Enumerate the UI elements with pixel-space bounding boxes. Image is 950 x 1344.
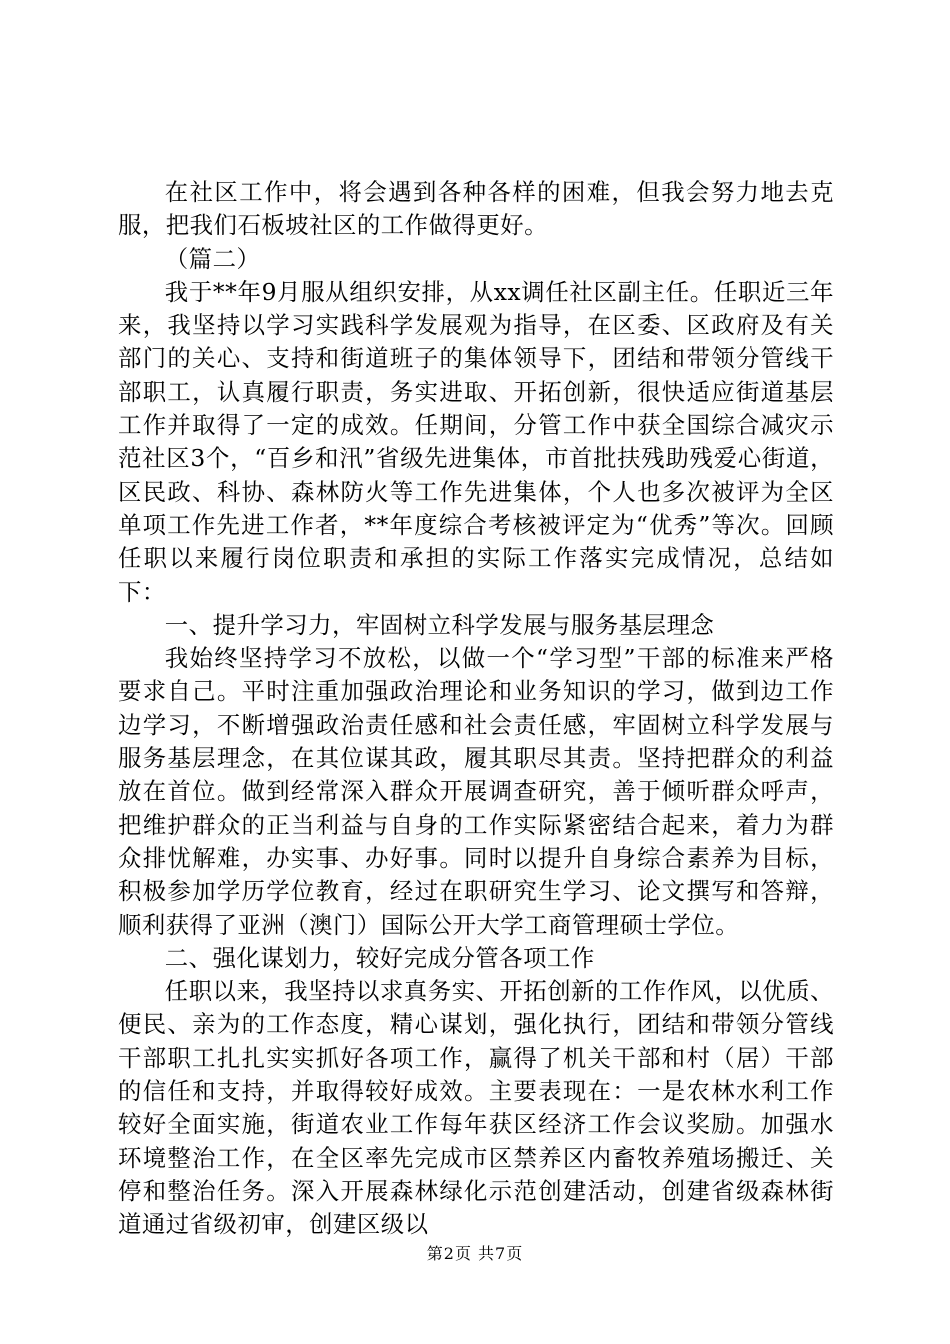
paragraph-learning: 我始终坚持学习不放松，以做一个“学习型”干部的标准来严格要求自己。平时注重加强政治理论和业务知识的学习，做到边工作边学习，不断增强政治责任感和社会责任感，牢固树立科学发展与服务基层理念，在其位谋其政，履其职尽其责。坚持把群众的利益放在首位。做到经常深入群众开展调查研究，善于倾听群众呼声，把维护群众的正当利益与自身的工作实际紧密结合起来，着力为群众排忧解难，办实事、办好事。同时以提升自身综合素养为目标，积极参加学历学位教育，经过在职研究生学习、论文撰写和答辩，顺利获得了亚洲（澳门）国际公开大学工商管理硕士学位。 [118,644,834,939]
heading-planning: 二、强化谋划力，较好完成分管各项工作 [164,943,595,972]
heading-learning: 一、提升学习力，牢固树立科学发展与服务基层理念 [164,610,715,639]
paragraph-summary: 我于**年9月服从组织安排，从xx调任社区副主任。任职近三年来，我坚持以学习实践科学发展观为指导，在区委、区政府及有关部门的关心、支持和街道班子的集体领导下，团结和带领分管线干部职工，认真履行职责，务实进取、开拓创新，很快适应街道基层工作并取得了一定的成效。任期间，分管工作中获全国综合减灾示范社区3个，“百乡和汛”省级先进集体，市首批扶残助残爱心街道，区民政、科协、森林防火等工作先进集体，个人也多次被评为全区单项工作先进工作者，**年度综合考核被评定为“优秀”等次。回顾任职以来履行岗位职责和承担的实际工作落实完成情况，总结如下： [118,277,834,606]
page-number-footer: 第2页 共7页 [426,1244,524,1263]
paragraph-planning: 任职以来，我坚持以求真务实、开拓创新的工作作风，以优质、便民、亲为的工作态度，精心谋划，强化执行，团结和带领分管线干部职工扎扎实实抓好各项工作，赢得了机关干部和村（居）干部的信任和支持，并取得较好成效。主要表现在：一是农林水利工作较好全面实施，街道农业工作每年获区经济工作会议奖励。加强水环境整治工作，在全区率先完成市区禁养区内畜牧养殖场搬迁、关停和整治任务。深入开展森林绿化示范创建活动，创建省级森林街道通过省级初审，创建区级以 [118,977,834,1239]
paragraph-intro: 在社区工作中，将会遇到各种各样的困难，但我会努力地去克服，把我们石板坡社区的工作做得更好。 [118,178,834,240]
document-body [118,176,834,1242]
section-label: （篇二） [164,244,261,273]
